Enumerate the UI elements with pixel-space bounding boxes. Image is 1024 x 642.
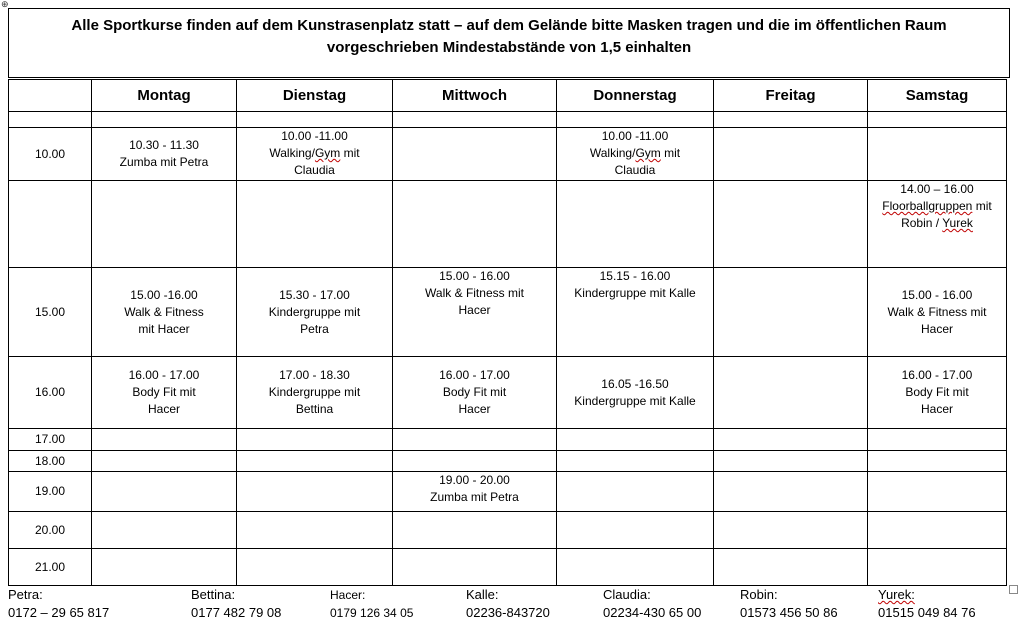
- course-line: 16.00 - 17.00: [901, 368, 973, 382]
- schedule-row: [9, 429, 1007, 451]
- course-line: 15.00 -16.00: [130, 287, 198, 302]
- corner-cell: [9, 80, 92, 112]
- schedule-row: [9, 268, 1007, 357]
- empty-cell: [868, 112, 1007, 128]
- contact-robin: [740, 586, 838, 622]
- notice-line-2: vorgeschrieben Mindestabstände von 1,5 einhalten: [326, 39, 692, 56]
- empty-cell: [9, 112, 92, 128]
- course-line: Walk & Fitness mit: [887, 304, 987, 319]
- time-cell: 16.00: [9, 357, 92, 429]
- course-cell: [714, 451, 868, 472]
- course-cell: [714, 128, 868, 181]
- course-cell: [393, 128, 557, 181]
- day-header-row: [9, 80, 1007, 112]
- course-cell: [393, 357, 557, 429]
- schedule-row: [9, 357, 1007, 429]
- day-header-monday: Montag: [92, 80, 237, 112]
- time-cell: 21.00: [9, 549, 92, 586]
- course-cell: [393, 429, 557, 451]
- schedule-row: [9, 451, 1007, 472]
- empty-cell: [714, 112, 868, 128]
- course-line: Hacer: [920, 402, 953, 416]
- contact-phone: 02236-843720: [466, 605, 550, 620]
- course-cell: [868, 451, 1007, 472]
- course-cell: [557, 472, 714, 512]
- contact-phone: 0179 126 34 05: [330, 606, 414, 620]
- course-cell: [557, 549, 714, 586]
- course-cell: [237, 429, 393, 451]
- course-cell: [237, 512, 393, 549]
- course-line: 15.30 - 17.00: [279, 287, 350, 302]
- time-cell: 15.00: [9, 268, 92, 357]
- course-line: 10.00 -11.00: [601, 129, 669, 143]
- course-line: Walk & Fitness: [124, 304, 204, 319]
- course-cell: [714, 429, 868, 451]
- course-cell: [92, 181, 237, 268]
- day-header-wednesday: Mittwoch: [393, 80, 557, 112]
- course-line: Robin / Yurek: [901, 216, 973, 230]
- course-cell: [237, 472, 393, 512]
- notice-text: [49, 15, 969, 59]
- time-cell: 10.00: [9, 128, 92, 181]
- contact-name: Petra:: [8, 587, 43, 602]
- course-cell: [393, 549, 557, 586]
- time-cell: 19.00: [9, 472, 92, 512]
- course-line: Walk & Fitness mit: [425, 286, 524, 300]
- course-cell: [237, 451, 393, 472]
- contact-kalle: [466, 586, 550, 622]
- schedule-row: [9, 181, 1007, 268]
- course-line: Walking/Gym mit: [589, 146, 681, 160]
- course-cell: [714, 268, 868, 357]
- course-cell: [237, 357, 393, 429]
- course-line: Claudia: [614, 163, 656, 177]
- course-cell: [237, 181, 393, 268]
- course-line: 17.00 - 18.30: [279, 368, 350, 382]
- notice-box: [8, 8, 1010, 78]
- course-cell: [393, 512, 557, 549]
- course-cell: [393, 451, 557, 472]
- course-line: Hacer: [458, 303, 491, 317]
- course-cell: [92, 472, 237, 512]
- course-line: Hacer: [920, 321, 953, 336]
- course-line: Claudia: [294, 163, 335, 177]
- course-line: Zumba mit Petra: [119, 155, 209, 169]
- course-cell: [868, 357, 1007, 429]
- course-line: Kindergruppe mit: [268, 304, 361, 319]
- course-line: Hacer: [147, 402, 180, 416]
- course-cell: [868, 181, 1007, 268]
- empty-cell: [237, 112, 393, 128]
- time-cell: [9, 181, 92, 268]
- spacer-row: [9, 112, 1007, 128]
- course-line: Hacer: [458, 402, 491, 416]
- course-cell: [92, 451, 237, 472]
- course-cell: [868, 549, 1007, 586]
- course-line: Body Fit mit: [132, 385, 196, 399]
- course-cell: [92, 268, 237, 357]
- course-cell: [868, 268, 1007, 357]
- contact-name: Kalle:: [466, 587, 499, 602]
- contact-name: Robin:: [740, 587, 778, 602]
- course-cell: [714, 357, 868, 429]
- paragraph-anchor-icon: ⊕: [1, 0, 9, 9]
- course-cell: [393, 268, 557, 357]
- course-line: Body Fit mit: [905, 385, 969, 399]
- course-line: 10.30 - 11.30: [129, 138, 199, 152]
- contact-name: Claudia:: [603, 587, 651, 602]
- day-header-saturday: Samstag: [868, 80, 1007, 112]
- course-line: Body Fit mit: [442, 385, 507, 399]
- course-line: 15.00 - 16.00: [901, 287, 973, 302]
- course-line: Bettina: [295, 402, 334, 416]
- course-cell: [92, 429, 237, 451]
- course-line: Petra: [300, 321, 329, 336]
- day-header-thursday: Donnerstag: [557, 80, 714, 112]
- empty-cell: [557, 112, 714, 128]
- contact-yurek: [878, 586, 976, 622]
- course-cell: [557, 181, 714, 268]
- course-line: mit Hacer: [138, 321, 190, 336]
- empty-cell: [393, 112, 557, 128]
- schedule-row: [9, 472, 1007, 512]
- course-cell: [714, 549, 868, 586]
- course-cell: [714, 512, 868, 549]
- table-end-marker-icon: [1009, 585, 1018, 594]
- contact-phone: 0172 – 29 65 817: [8, 605, 110, 620]
- course-line: 16.00 - 17.00: [439, 368, 510, 382]
- course-cell: [237, 268, 393, 357]
- schedule-row: [9, 128, 1007, 181]
- course-line: 16.05 -16.50: [601, 376, 669, 391]
- course-cell: [92, 512, 237, 549]
- course-line: Kindergruppe mit: [268, 385, 361, 399]
- course-cell: [92, 128, 237, 181]
- course-cell: [557, 128, 714, 181]
- schedule-table: [8, 79, 1007, 586]
- course-cell: [557, 429, 714, 451]
- contact-hacer: [330, 586, 413, 622]
- time-cell: 17.00: [9, 429, 92, 451]
- contact-petra: [8, 586, 109, 622]
- course-cell: [714, 181, 868, 268]
- course-line: 19.00 - 20.00: [439, 473, 510, 487]
- course-cell: [868, 512, 1007, 549]
- course-line: 16.00 - 17.00: [128, 368, 200, 382]
- contact-name: Bettina:: [191, 587, 236, 602]
- contact-name: Hacer:: [330, 588, 366, 602]
- course-line: Kindergruppe mit Kalle: [574, 393, 696, 408]
- course-line: Kindergruppe mit Kalle: [574, 286, 696, 300]
- contact-name: Yurek:: [878, 587, 915, 602]
- contact-phone: 01515 049 84 76: [878, 605, 976, 620]
- day-header-friday: Freitag: [714, 80, 868, 112]
- course-cell: [393, 472, 557, 512]
- course-cell: [868, 128, 1007, 181]
- course-line: 15.00 - 16.00: [439, 269, 510, 283]
- empty-cell: [92, 112, 237, 128]
- course-cell: [557, 268, 714, 357]
- schedule-row: [9, 549, 1007, 586]
- course-cell: [237, 128, 393, 181]
- course-cell: [557, 512, 714, 549]
- course-cell: [92, 357, 237, 429]
- notice-line-1: Alle Sportkurse finden auf dem Kunstrasenplatz statt – auf dem Gelände bitte Masken tragen und die im öffentlichen Raum: [71, 17, 947, 34]
- contact-claudia: [603, 586, 701, 622]
- course-line: 10.00 -11.00: [281, 129, 348, 143]
- contact-phone: 0177 482 79 08: [191, 605, 282, 620]
- course-cell: [237, 549, 393, 586]
- schedule-row: [9, 512, 1007, 549]
- course-cell: [393, 181, 557, 268]
- time-cell: 18.00: [9, 451, 92, 472]
- course-line: Floorballgruppen mit: [882, 199, 992, 213]
- contact-footer: [8, 586, 1008, 636]
- course-line: 15.15 - 16.00: [599, 269, 671, 283]
- course-cell: [557, 451, 714, 472]
- course-cell: [92, 549, 237, 586]
- day-header-tuesday: Dienstag: [237, 80, 393, 112]
- course-line: 14.00 – 16.00: [900, 182, 974, 196]
- course-line: Walking/Gym mit: [269, 146, 360, 160]
- time-cell: 20.00: [9, 512, 92, 549]
- contact-phone: 02234-430 65 00: [603, 605, 702, 620]
- contact-phone: 01573 456 50 86: [740, 605, 838, 620]
- contact-bettina: [191, 586, 281, 622]
- course-cell: [714, 472, 868, 512]
- course-cell: [868, 429, 1007, 451]
- course-line: Zumba mit Petra: [430, 490, 519, 504]
- course-cell: [557, 357, 714, 429]
- course-cell: [868, 472, 1007, 512]
